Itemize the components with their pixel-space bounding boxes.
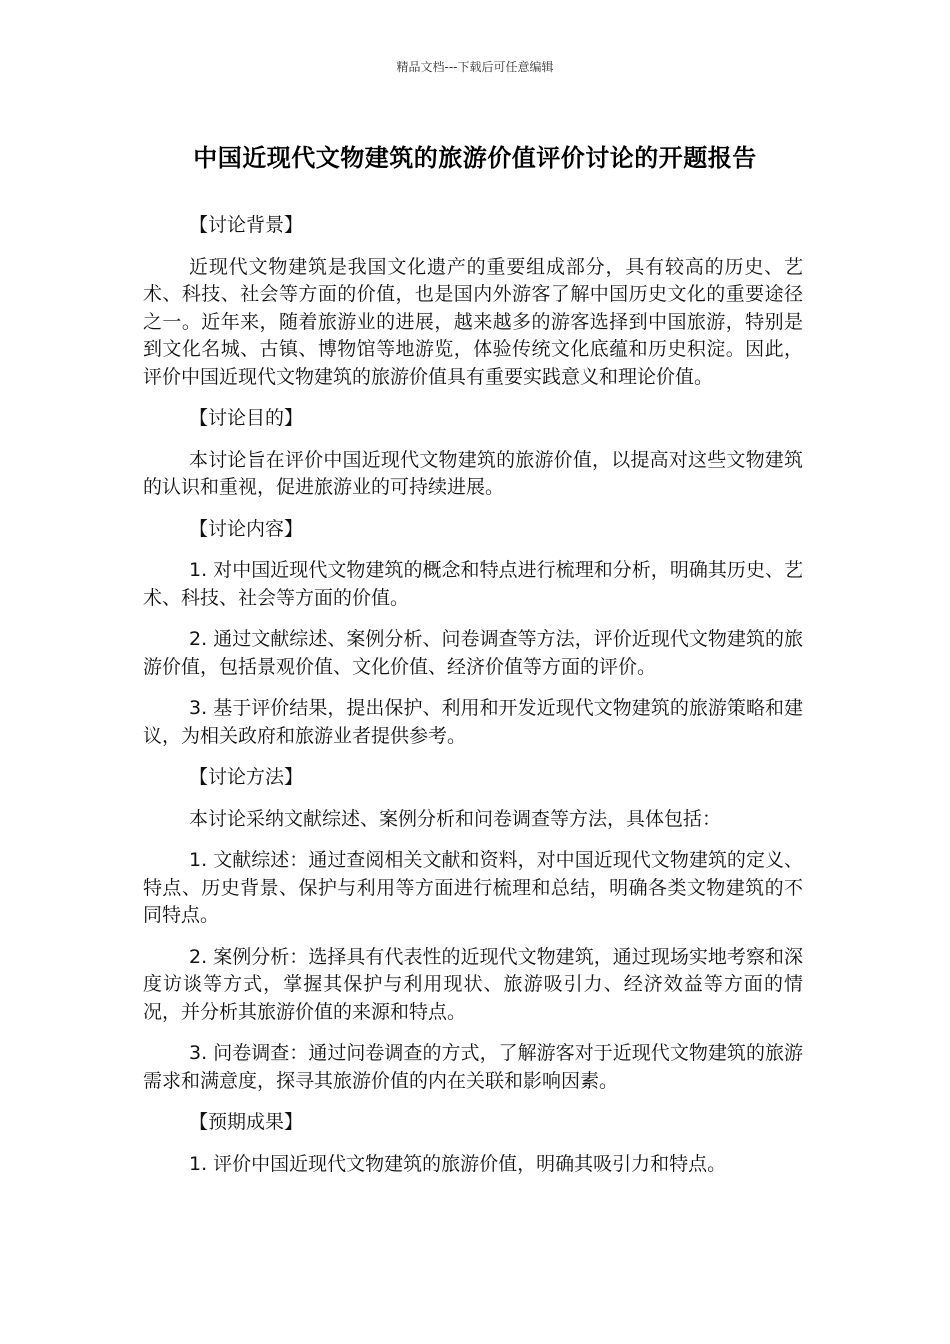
methods-item-2: 2. 案例分析：选择具有代表性的近现代文物建筑，通过现场实地考察和深度访谈等方式，掌握其保护与利用现状、旅游吸引力、经济效益等方面的情况，并分析其旅游价值的来源和特点。: [143, 945, 803, 1023]
paragraph-background: 近现代文物建筑是我国文化遗产的重要组成部分，具有较高的历史、艺术、科技、社会等方面的价值，也是国内外游客了解中国历史文化的重要途径之一。近年来，随着旅游业的进展，越来越多的游客选择到中国旅游，特别是到文化名城、古镇、博物馆等地游览，体验传统文化底蕴和历史积淀。因此，评价中国近现代文物建筑的旅游价值具有重要实践意义和理论价值。: [143, 255, 803, 388]
section-heading-background: 【讨论背景】: [189, 214, 304, 236]
content-item-3: 3. 基于评价结果，提出保护、利用和开发近现代文物建筑的旅游策略和建议，为相关政府和旅游业者提供参考。: [143, 697, 803, 747]
section-heading-methods: 【讨论方法】: [189, 766, 304, 788]
methods-item-3: 3. 问卷调查：通过问卷调查的方式，了解游客对于近现代文物建筑的旅游需求和满意度，探寻其旅游价值的内在关联和影响因素。: [143, 1042, 803, 1092]
document-title: 中国近现代文物建筑的旅游价值评价讨论的开题报告: [193, 144, 757, 172]
methods-item-1: 1. 文献综述：通过查阅相关文献和资料，对中国近现代文物建筑的定义、特点、历史背景、保护与利用等方面进行梳理和总结，明确各类文物建筑的不同特点。: [143, 849, 803, 926]
header-note: 精品文档---下载后可任意编辑: [396, 60, 554, 74]
content-item-1: 1. 对中国近现代文物建筑的概念和特点进行梳理和分析，明确其历史、艺术、科技、社会等方面的价值。: [143, 559, 803, 609]
methods-intro: 本讨论采纳文献综述、案例分析和问卷调查等方法，具体包括：: [189, 807, 722, 830]
paragraph-purpose: 本讨论旨在评价中国近现代文物建筑的旅游价值，以提高对这些文物建筑的认识和重视，促进旅游业的可持续进展。: [143, 448, 803, 498]
section-heading-content: 【讨论内容】: [189, 517, 304, 540]
content-item-2: 2. 通过文献综述、案例分析、问卷调查等方法，评价近现代文物建筑的旅游价值，包括景观价值、文化价值、经济价值等方面的评价。: [143, 628, 803, 678]
section-heading-expected-results: 【预期成果】: [189, 1111, 304, 1133]
expected-result-item-1: 1. 评价中国近现代文物建筑的旅游价值，明确其吸引力和特点。: [189, 1152, 727, 1175]
section-heading-purpose: 【讨论目的】: [189, 407, 304, 429]
document-body: [143, 212, 803, 1192]
